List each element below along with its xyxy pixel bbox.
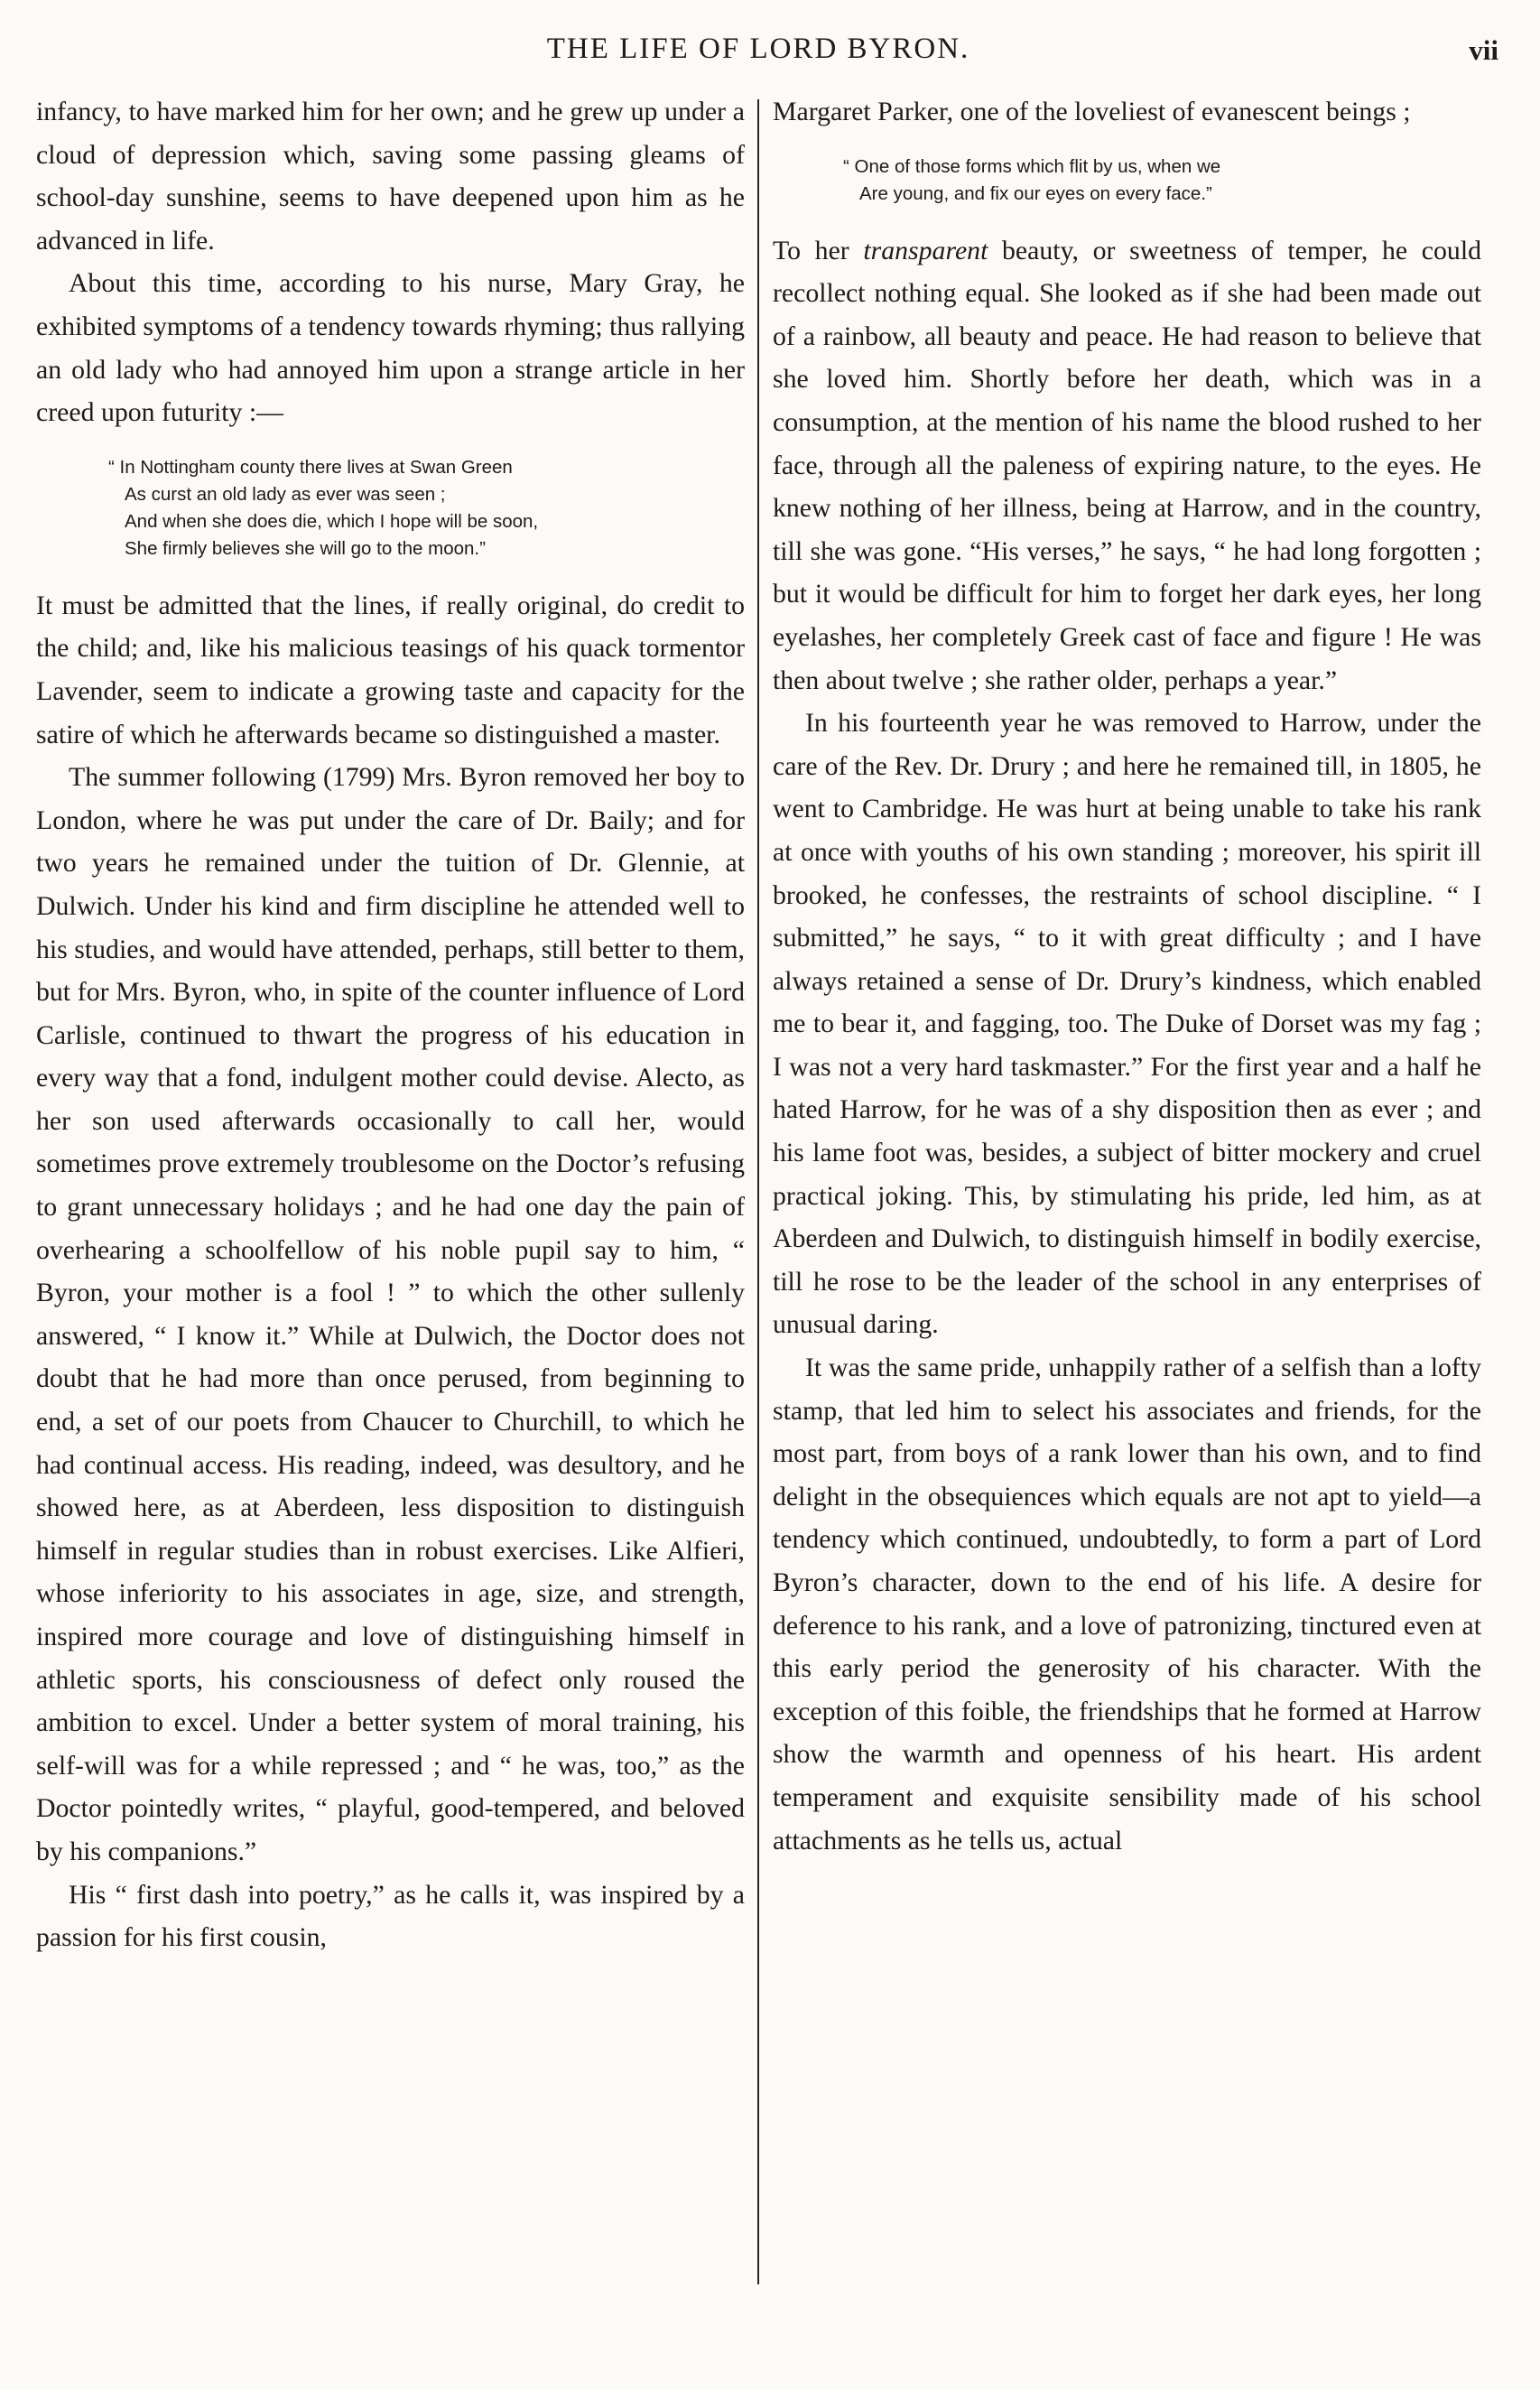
verse-line: Are young, and fix our eyes on every face.” (859, 182, 1212, 204)
verse-line: “ One of those forms which flit by us, when we (843, 155, 1221, 177)
italic-word: transparent (863, 235, 988, 265)
paragraph: His “ first dash into poetry,” as he calls it, was inspired by a passion for his first cousin, (36, 1879, 745, 1953)
paragraph: Margaret Parker, one of the loveliest of evanescent beings ; (773, 97, 1411, 126)
page-header (36, 33, 1498, 72)
paragraph: infancy, to have marked him for her own; and he grew up under a cloud of depression which, saving some passing gleams of school-day sunshine, seems to have deepened upon him as he advanced in life. (36, 97, 745, 256)
paragraph: The summer following (1799) Mrs. Byron removed her boy to London, where he was put under the care of Dr. Baily; and for two years he remained under the tuition of Dr. Glennie, at Dulwich. Under his kind and firm discipline he attended well to his studies, and would have attended, perhaps, still better to them, but for Mrs. Byron, who, in spite of the counter influence of Lord Carlisle, continued to thwart the progress of his education in every way that a fond, indulgent mother could devise. Alecto, as her son used afterwards occasionally to call her, would sometimes prove extremely troublesome on the Doctor’s refusing to grant unnecessary holidays ; and he had one day the pain of overhearing a schoolfellow of his noble pupil say to him, “ Byron, your mother is a fool ! ” to which the other sullenly answered, “ I know it.” While at Dulwich, the Doctor does not doubt that he had more than once perused, from beginning to end, a set of our poets from Chaucer to Churchill, to which he had continual access. His reading, indeed, was desultory, and he showed here, as at Aberdeen, less disposition to distinguish himself in regular studies than in robust exercises. Like Alfieri, whose inferiority to his associates in age, size, and strength, inspired more courage and love of distinguishing himself in athletic sports, his consciousness of defect only roused the ambition to excel. Under a better system of moral training, his self-will was for a while repressed ; and “ he was, too,” as the Doctor pointedly writes, “ playful, good-tempered, and beloved by his companions.” (36, 762, 745, 1866)
verse-line: And when she does die, which I hope will be soon, (125, 510, 539, 532)
paragraph: In his fourteenth year he was removed to Harrow, under the care of the Rev. Dr. Drury ; and here he remained till, in 1805, he went to Cambridge. He was hurt at being unable to take his rank at once with youths of his own standing ; moreover, his spirit ill brooked, he confesses, the restraints of school discipline. “ I submitted,” he says, “ to it with great difficulty ; and I have always retained a sense of Dr. Drury’s kindness, which enabled me to bear it, and fagging, too. The Duke of Dorset was my fag ; I was not a very hard taskmaster.” For the first year and a half he hated Harrow, for he was of a shy disposition then as ever ; and his lame foot was, besides, a subject of bitter mockery and cruel practical joking. This, by stimulating his pride, led him, as at Aberdeen and Dulwich, to distinguish himself in bodily exercise, till he rose to be the leader of the school in any enterprises of unusual daring. (773, 708, 1481, 1340)
left-column (36, 90, 745, 2293)
verse-quote (843, 153, 1481, 208)
verse-quote (108, 454, 745, 563)
paragraph: It must be admitted that the lines, if really original, do credit to the child; and, like his malicious teasings of his quack tormentor Lavender, seem to indicate a growing taste and capacity for the satire of which he afterwards became so distinguished a master. (36, 590, 745, 749)
text-run: To her (773, 235, 864, 265)
paragraph: About this time, according to his nurse, Mary Gray, he exhibited symptoms of a tendency towards rhyming; thus rallying an old lady who had annoyed him upon a strange article in her creed upon futurity :— (36, 268, 745, 428)
right-column (773, 90, 1481, 2293)
verse-line: “ In Nottingham county there lives at Swan Green (108, 456, 513, 478)
running-title: THE LIFE OF LORD BYRON. (546, 33, 970, 65)
paragraph: It was the same pride, unhappily rather of a selfish than a lofty stamp, that led him to select his associates and friends, for the most part, from boys of a rank lower than his own, and to find delight in the obsequiences which equals are not apt to yield—a tendency which continued, undoubtedly, to form a part of Lord Byron’s character, down to the end of his life. A desire for deference to his rank, and a love of patronizing, tinctured even at this early period the generosity of his character. With the exception of this foible, the friendships that he formed at Harrow show the warmth and openness of his heart. His ardent temperament and exquisite sensibility made of his school attachments as he tells us, actual (773, 1353, 1481, 1855)
column-divider (757, 99, 759, 2284)
paragraph (773, 229, 1481, 702)
page-number: vii (1469, 34, 1498, 66)
verse-line: She firmly believes she will go to the moon.” (125, 537, 486, 559)
verse-line: As curst an old lady as ever was seen ; (125, 483, 446, 505)
text-run: beauty, or sweetness of temper, he could recollect nothing equal. She looked as if she had been made out of a rainbow, all beauty and peace. He had reason to believe that she loved him. Shortly before her death, which was in a consumption, at the mention of his name the blood rushed to her face, through all the paleness of expiring nature, to the eyes. He knew nothing of her illness, being at Harrow, and in the country, till she was gone. “His verses,” he says, “ he had long forgotten ; but it would be difficult for him to forget her dark eyes, her long eyelashes, her completely Greek cast of face and figure ! He was then about twelve ; she rather older, perhaps a year.” (773, 235, 1481, 695)
